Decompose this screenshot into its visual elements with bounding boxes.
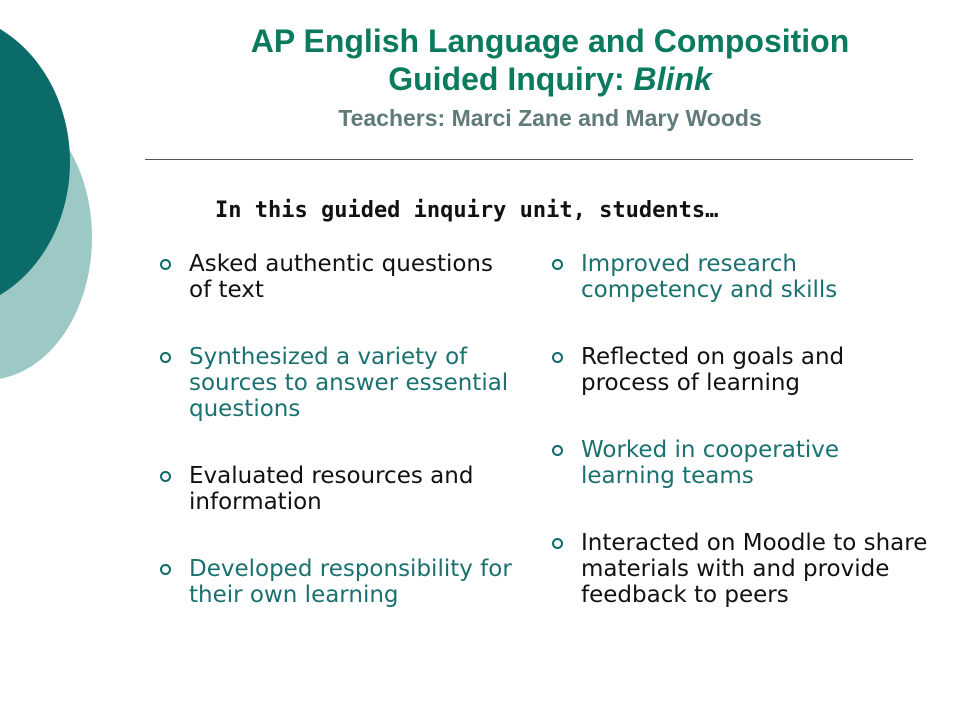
hollow-circle-bullet-icon	[160, 259, 171, 270]
hollow-circle-bullet-icon	[552, 538, 563, 549]
teachers-subtitle: Teachers: Marci Zane and Mary Woods	[338, 105, 762, 131]
list-item-text: Worked in cooperative learning teams	[581, 437, 840, 489]
left-bullet-list	[158, 251, 518, 649]
hollow-circle-bullet-icon	[552, 445, 563, 456]
title-line-1: AP English Language and Composition	[250, 23, 850, 59]
right-bullet-list	[550, 251, 935, 649]
hollow-circle-bullet-icon	[552, 259, 563, 270]
title-divider	[145, 159, 913, 160]
hollow-circle-bullet-icon	[552, 352, 563, 363]
hollow-circle-bullet-icon	[160, 564, 171, 575]
list-item	[158, 556, 518, 608]
list-item-text: Asked authentic questions of text	[189, 251, 493, 303]
title-line-2	[145, 60, 955, 98]
title-line-2-prefix: Guided Inquiry:	[388, 61, 634, 97]
list-item	[550, 530, 935, 608]
list-item-text: Improved research competency and skills	[581, 251, 838, 303]
title-book-name: Blink	[633, 61, 712, 97]
list-item-text: Interacted on Moodle to share materials with and provide feedback to peers	[581, 530, 928, 608]
list-item	[550, 251, 935, 303]
hollow-circle-bullet-icon	[160, 471, 171, 482]
list-item	[158, 344, 518, 422]
list-item-text: Evaluated resources and information	[189, 463, 474, 515]
list-item	[550, 437, 935, 489]
list-item-text: Synthesized a variety of sources to answer essential questions	[189, 344, 509, 422]
list-item-text: Developed responsibility for their own learning	[189, 556, 512, 608]
list-item-text: Reflected on goals and process of learning	[581, 344, 845, 396]
hollow-circle-bullet-icon	[160, 352, 171, 363]
list-item	[158, 251, 518, 303]
list-item	[550, 344, 935, 396]
list-item	[158, 463, 518, 515]
intro-heading: In this guided inquiry unit, students…	[215, 198, 719, 223]
title-block	[145, 22, 955, 134]
